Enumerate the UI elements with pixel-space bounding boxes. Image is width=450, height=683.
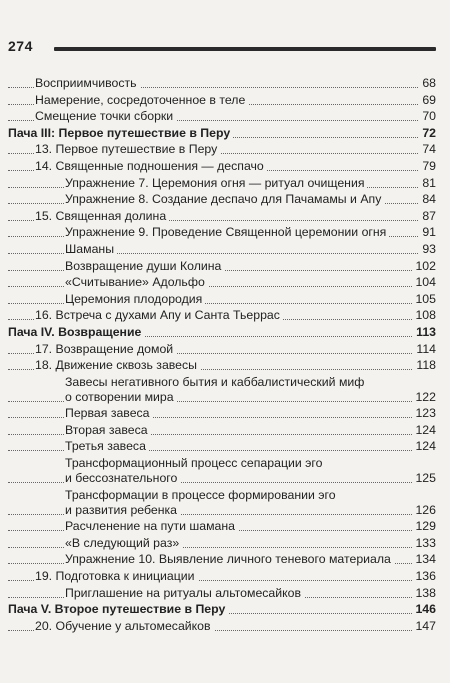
toc-entry: [8, 503, 436, 518]
toc-entry: [8, 259, 436, 274]
toc-entry-title: Церемония плодородия: [65, 292, 205, 306]
toc-entry-title: Упражнение 7. Церемония огня — ритуал очищения: [65, 176, 367, 190]
toc-entry-title: Пача III: Первое путешествие в Перу: [8, 126, 233, 140]
toc-entry: [8, 375, 436, 390]
toc-entry-title: Расчленение на пути шамана: [65, 519, 238, 533]
toc-entry-title: Первая завеса: [65, 406, 153, 420]
page-number: 274: [8, 38, 33, 54]
toc-entry: [8, 292, 436, 307]
toc-entry-page: 122: [412, 390, 436, 405]
toc-entry-page: 125: [412, 471, 436, 486]
toc-entry-page: 129: [412, 519, 436, 534]
toc-entry-title: Упражнение 8. Создание деспачо для Пачамамы и Апу: [65, 192, 384, 206]
toc-chapter: [8, 342, 436, 357]
toc-entry-title: Пача IV. Возвращение: [8, 325, 144, 339]
toc-entry: [8, 275, 436, 290]
toc-entry-page: 69: [419, 93, 436, 108]
toc-entry: [8, 488, 436, 503]
toc-entry-title: о сотворении мира: [65, 390, 177, 404]
toc-entry: [8, 192, 436, 207]
toc-entry-page: 113: [413, 325, 436, 340]
toc-part: [8, 126, 436, 141]
toc-entry-page: 68: [419, 76, 436, 91]
toc-entry: [8, 390, 436, 405]
page-header: [8, 36, 436, 60]
toc-entry-page: 79: [419, 159, 436, 174]
toc-entry-title: Вторая завеса: [65, 423, 151, 437]
toc-entry: [8, 471, 436, 486]
toc-entry-title: и бессознательного: [65, 471, 180, 485]
toc-entry-title: «Считывание» Адольфо: [65, 275, 208, 289]
toc-entry-page: 138: [412, 586, 436, 601]
toc-chapter: [8, 159, 436, 174]
toc-entry-title: Приглашение на ритуалы альтомесайков: [65, 586, 304, 600]
toc-entry-page: 126: [412, 503, 436, 518]
toc-part: [8, 325, 436, 340]
toc-entry-page: 74: [419, 142, 436, 157]
toc-entry-page: 81: [419, 176, 436, 191]
toc-entry: [8, 242, 436, 257]
toc-part: [8, 602, 436, 617]
toc-entry: [8, 225, 436, 240]
header-rule: [54, 47, 436, 51]
toc-entry-title: 18. Движение сквозь завесы: [35, 358, 200, 372]
toc-chapter: [8, 619, 436, 634]
toc-entry-title: и развития ребенка: [65, 503, 180, 517]
toc-entry-page: 105: [412, 292, 436, 307]
toc-entry-page: 146: [412, 602, 436, 617]
toc-chapter: [8, 142, 436, 157]
toc-entry-page: 123: [412, 406, 436, 421]
toc-entry: [8, 406, 436, 421]
toc-entry-page: 72: [419, 126, 436, 141]
toc-entry: [8, 109, 436, 124]
toc-entry-title: 13. Первое путешествие в Перу: [35, 142, 220, 156]
toc-entry-title: Восприимчивость: [35, 76, 140, 90]
toc-entry-page: 108: [412, 308, 436, 323]
table-of-contents: [8, 76, 436, 634]
toc-entry-title: Смещение точки сборки: [35, 109, 176, 123]
toc-chapter: [8, 308, 436, 323]
toc-entry-page: 118: [413, 358, 436, 373]
toc-entry-title: Упражнение 10. Выявление личного теневого материала: [65, 552, 394, 566]
toc-entry: [8, 439, 436, 454]
toc-entry-page: 93: [419, 242, 436, 257]
toc-entry-title: 16. Встреча с духами Апу и Санта Тьеррас: [35, 308, 283, 322]
toc-entry: [8, 519, 436, 534]
toc-entry-page: 124: [412, 423, 436, 438]
toc-entry-title: «В следующий раз»: [65, 536, 182, 550]
toc-entry: [8, 456, 436, 471]
toc-entry-page: 104: [412, 275, 436, 290]
toc-entry-page: 124: [412, 439, 436, 454]
toc-entry: [8, 176, 436, 191]
toc-entry-title: Намерение, сосредоточенное в теле: [35, 93, 248, 107]
toc-entry-page: 102: [412, 259, 436, 274]
toc-entry-title: Завесы негативного бытия и каббалистический миф: [65, 375, 367, 389]
toc-entry-title: Шаманы: [65, 242, 117, 256]
toc-entry: [8, 552, 436, 567]
toc-entry-page: 70: [419, 109, 436, 124]
toc-entry: [8, 76, 436, 91]
toc-entry-page: 87: [419, 209, 436, 224]
toc-entry-page: 134: [412, 552, 436, 567]
toc-chapter: [8, 209, 436, 224]
toc-entry-title: 15. Священная долина: [35, 209, 169, 223]
toc-entry-title: Пача V. Второе путешествие в Перу: [8, 602, 228, 616]
toc-chapter: [8, 358, 436, 373]
toc-entry-title: Третья завеса: [65, 439, 149, 453]
toc-entry-title: 14. Священные подношения — деспачо: [35, 159, 267, 173]
toc-entry-title: Трансформационный процесс сепарации эго: [65, 456, 325, 470]
toc-chapter: [8, 569, 436, 584]
toc-entry-page: 114: [413, 342, 436, 357]
toc-entry: [8, 423, 436, 438]
toc-entry-title: 17. Возвращение домой: [35, 342, 176, 356]
toc-entry: [8, 586, 436, 601]
toc-entry: [8, 536, 436, 551]
toc-entry-page: 136: [412, 569, 436, 584]
toc-entry-title: Упражнение 9. Проведение Священной церемонии огня: [65, 225, 389, 239]
toc-entry: [8, 93, 436, 108]
toc-entry-title: Возвращение души Колина: [65, 259, 224, 273]
toc-entry-page: 84: [419, 192, 436, 207]
toc-entry-title: 19. Подготовка к инициации: [35, 569, 198, 583]
toc-entry-title: 20. Обучение у альтомесайков: [35, 619, 214, 633]
toc-entry-page: 91: [419, 225, 436, 240]
toc-entry-title: Трансформации в процессе формировании эго: [65, 488, 339, 502]
toc-entry-page: 133: [412, 536, 436, 551]
toc-entry-page: 147: [412, 619, 436, 634]
